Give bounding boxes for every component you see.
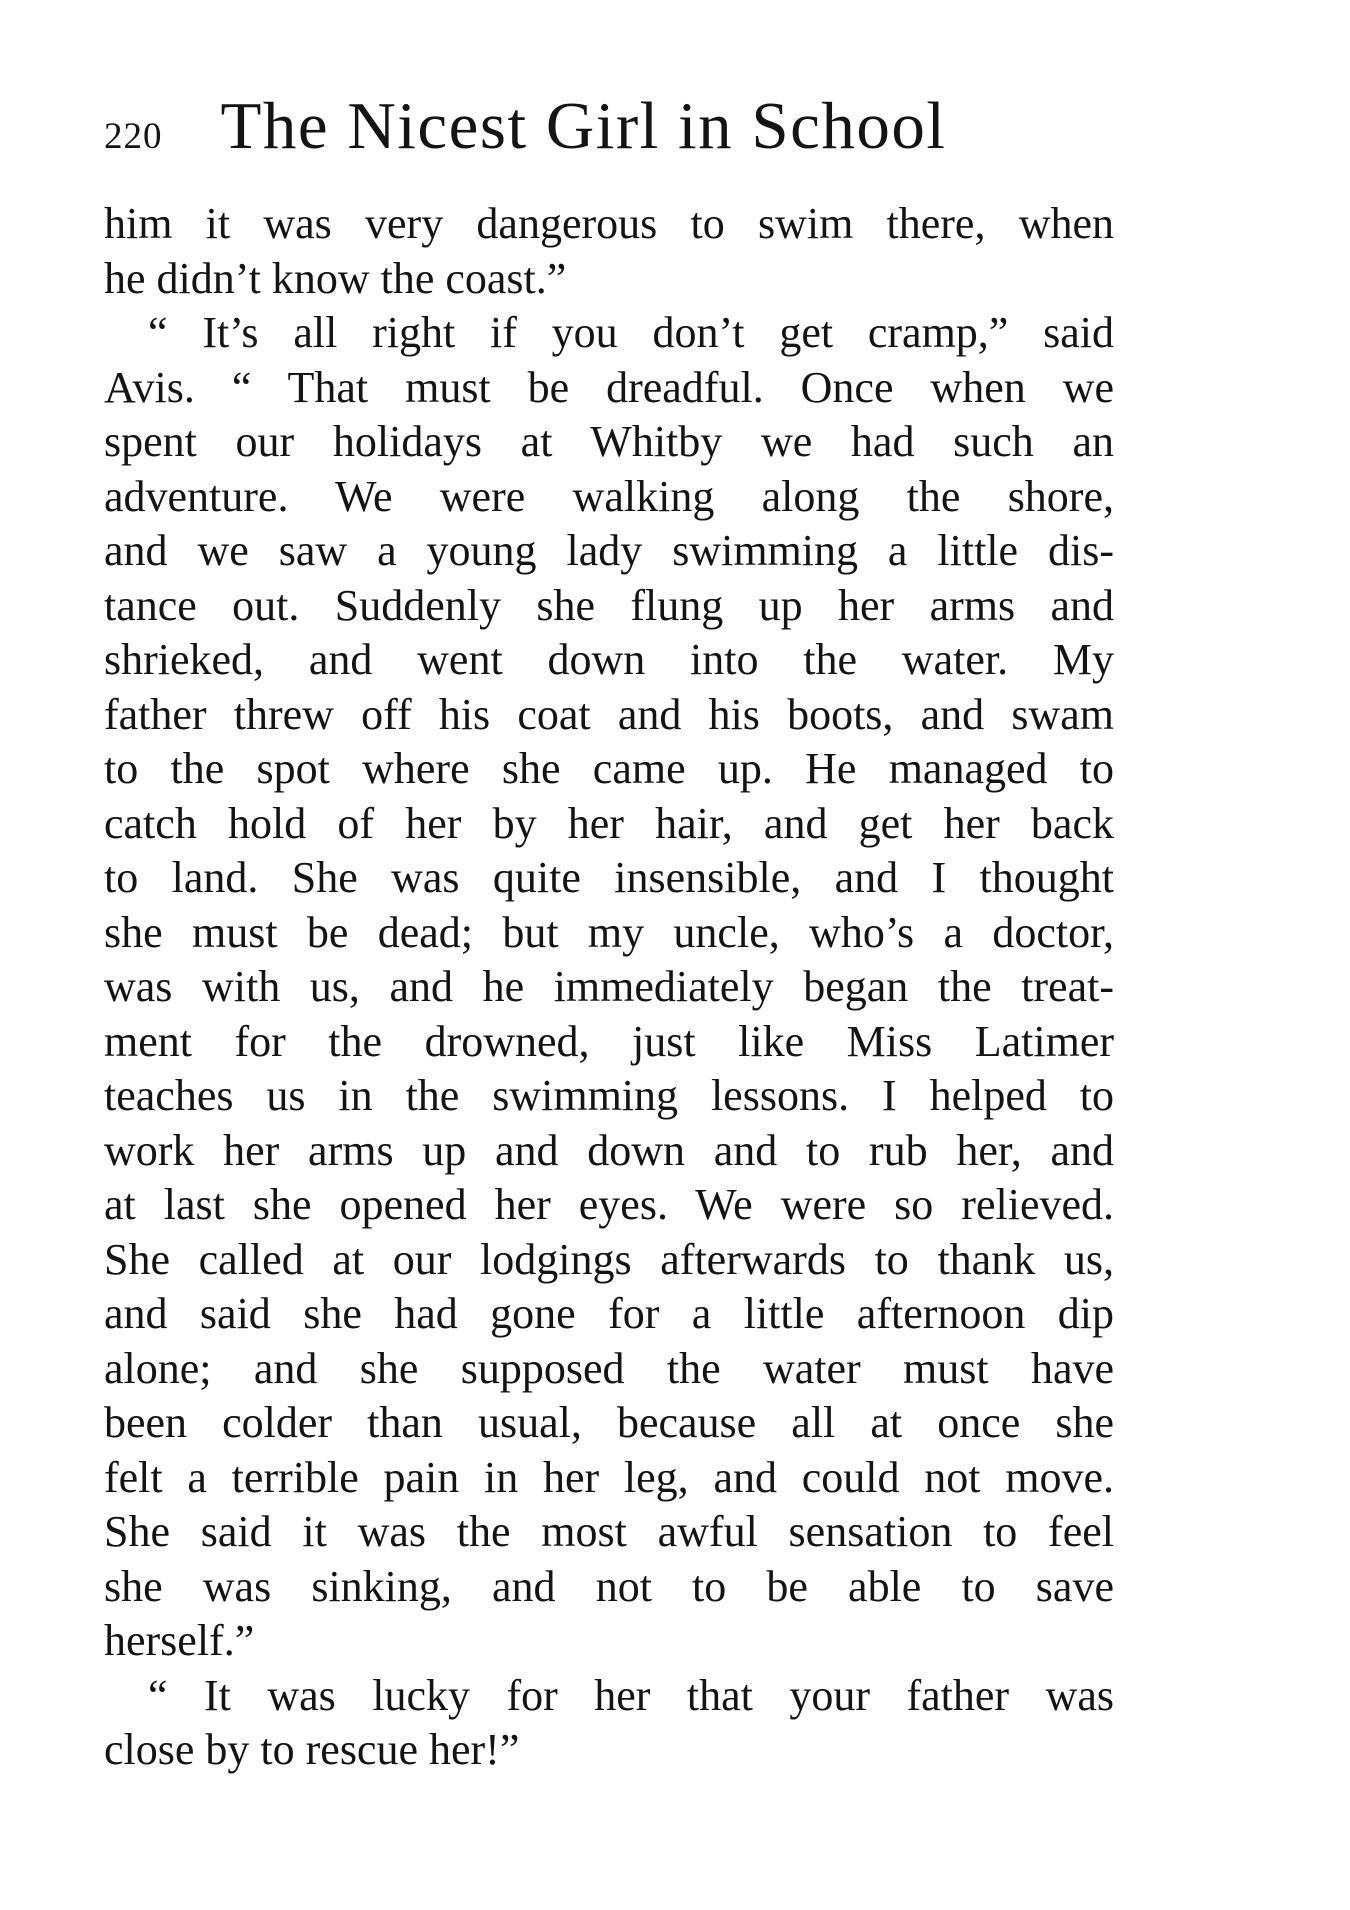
text-line: “ It’s all right if you don’t get cramp,” said [148, 308, 1114, 357]
text-line: and we saw a young lady swimming a little dis- [104, 526, 1114, 575]
text-line: “ It was lucky for her that your father was [148, 1670, 1114, 1720]
text-line: at last she opened her eyes. We were so relieved. [104, 1180, 1114, 1229]
text-line: Avis. “ That must be dreadful. Once when we [104, 362, 1114, 412]
text-line: to the spot where she came up. He managed to [104, 744, 1114, 793]
text-line: to land. She was quite insensible, and I thought [104, 853, 1114, 902]
text-line: close by to rescue her!” [104, 1725, 520, 1774]
text-line: she must be dead; but my uncle, who’s a doctor, [104, 907, 1114, 957]
text-line: father threw off his coat and his boots, and swam [104, 689, 1114, 739]
text-line: he didn’t know the coast.” [104, 253, 567, 303]
text-line: tance out. Suddenly she flung up her arms and [104, 580, 1114, 630]
text-line: felt a terrible pain in her leg, and could not move. [104, 1452, 1114, 1502]
text-line: and said she had gone for a little afternoon dip [104, 1289, 1114, 1338]
text-line: ment for the drowned, just like Miss Latimer [104, 1016, 1114, 1066]
text-line: catch hold of her by her hair, and get her back [104, 798, 1114, 848]
text-line: herself.” [104, 1616, 255, 1665]
text-line: work her arms up and down and to rub her, and [104, 1125, 1114, 1175]
text-line: alone; and she supposed the water must have [104, 1343, 1114, 1393]
text-line: spent our holidays at Whitby we had such an [104, 417, 1114, 466]
text-line: she was sinking, and not to be able to save [104, 1561, 1114, 1611]
body-text [104, 197, 1114, 1778]
book-title: The Nicest Girl in School [220, 89, 947, 163]
text-line: him it was very dangerous to swim there, when [104, 199, 1114, 248]
text-line: been colder than usual, because all at once she [104, 1398, 1114, 1447]
page-number: 220 [104, 116, 163, 157]
text-line: shrieked, and went down into the water. My [104, 635, 1114, 684]
text-line: She said it was the most awful sensation to feel [104, 1507, 1114, 1556]
text-line: teaches us in the swimming lessons. I helped to [104, 1071, 1114, 1120]
text-line: adventure. We were walking along the shore, [104, 471, 1114, 521]
text-line: She called at our lodgings afterwards to thank us, [104, 1234, 1114, 1284]
text-line: was with us, and he immediately began the treat- [104, 962, 1114, 1011]
running-head [104, 88, 1114, 168]
